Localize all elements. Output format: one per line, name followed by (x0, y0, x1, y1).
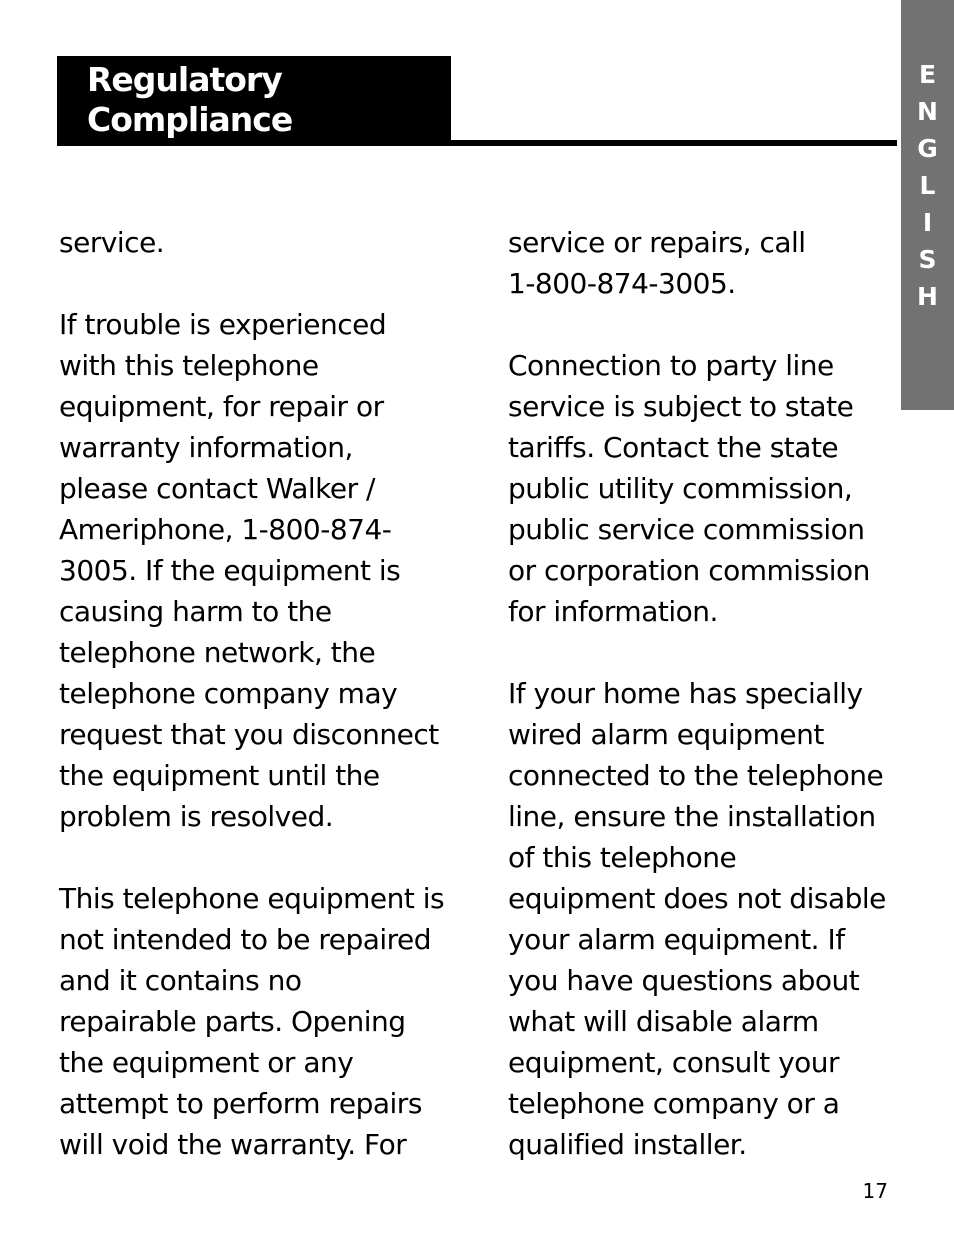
text-line: warranty information, (59, 431, 353, 464)
text-line: If trouble is experienced (59, 308, 387, 341)
text-line: 1-800-874-3005. (508, 267, 736, 300)
paragraph (59, 878, 451, 1165)
text-line: telephone company may (59, 677, 398, 710)
text-line: public utility commission, (508, 472, 853, 505)
text-line: or corporation commission (508, 554, 870, 587)
language-letter: H (917, 282, 938, 311)
text-line: This telephone equipment is (59, 882, 445, 915)
language-tab-label (901, 56, 954, 315)
section-title (87, 60, 292, 140)
text-line: problem is resolved. (59, 800, 334, 833)
text-line: public service commission (508, 513, 865, 546)
section-header (57, 56, 451, 146)
text-line: line, ensure the installation (508, 800, 876, 833)
text-line: telephone company or a (508, 1087, 840, 1120)
language-letter: S (918, 245, 937, 274)
text-line: the equipment or any (59, 1046, 354, 1079)
text-line: wired alarm equipment (508, 718, 824, 751)
text-line: service or repairs, call (508, 226, 806, 259)
text-line: 3005. If the equipment is (59, 554, 401, 587)
text-line: repairable parts. Opening (59, 1005, 406, 1038)
paragraph (508, 673, 900, 1165)
section-title-line: Regulatory (87, 60, 282, 99)
text-line: you have questions about (508, 964, 860, 997)
text-line: of this telephone (508, 841, 737, 874)
text-line: service. (59, 226, 165, 259)
text-line: not intended to be repaired (59, 923, 432, 956)
text-line: connected to the telephone (508, 759, 884, 792)
paragraph (508, 222, 900, 304)
text-line: equipment, for repair or (59, 390, 384, 423)
language-tab (901, 0, 954, 410)
text-line: Ameriphone, 1-800-874- (59, 513, 392, 546)
paragraph (59, 304, 451, 837)
left-column (59, 222, 451, 1165)
paragraph (59, 222, 451, 263)
language-letter: I (922, 208, 933, 237)
language-letter: G (917, 134, 938, 163)
text-line: will void the warranty. For (59, 1128, 407, 1161)
text-line: equipment, consult your (508, 1046, 840, 1079)
text-line: qualified installer. (508, 1128, 747, 1161)
text-line: the equipment until the (59, 759, 380, 792)
header-rule (451, 140, 897, 146)
page-number: 17 (862, 1179, 888, 1203)
right-column (508, 222, 900, 1165)
language-letter: L (919, 171, 936, 200)
text-line: telephone network, the (59, 636, 376, 669)
text-line: attempt to perform repairs (59, 1087, 422, 1120)
section-title-line: Compliance (87, 100, 293, 139)
text-line: causing harm to the (59, 595, 332, 628)
text-line: what will disable alarm (508, 1005, 819, 1038)
text-line: and it contains no (59, 964, 302, 997)
text-line: equipment does not disable (508, 882, 886, 915)
text-line: Connection to party line (508, 349, 834, 382)
text-line: service is subject to state (508, 390, 854, 423)
text-line: your alarm equipment. If (508, 923, 845, 956)
language-letter: N (917, 97, 938, 126)
paragraph (508, 345, 900, 632)
text-line: If your home has specially (508, 677, 863, 710)
text-line: please contact Walker / (59, 472, 375, 505)
text-line: tariffs. Contact the state (508, 431, 839, 464)
text-line: with this telephone (59, 349, 319, 382)
text-line: for information. (508, 595, 718, 628)
text-line: request that you disconnect (59, 718, 439, 751)
language-letter: E (918, 60, 937, 89)
